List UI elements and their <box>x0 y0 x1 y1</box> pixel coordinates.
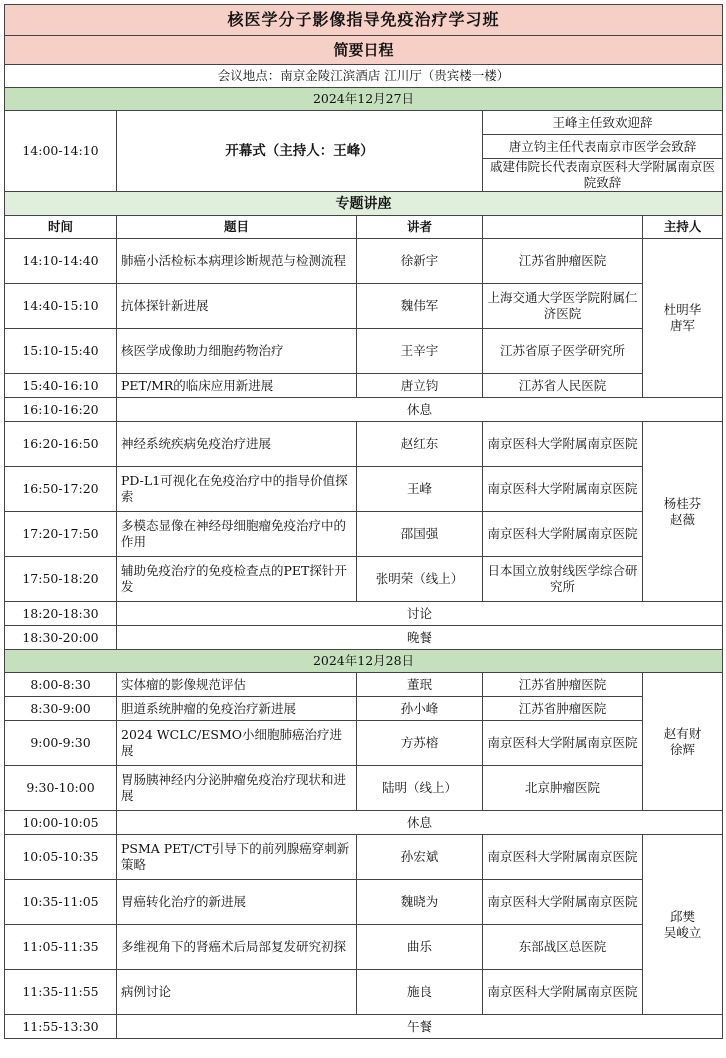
row-topic: 病例讨论 <box>117 970 357 1015</box>
table-row <box>5 673 723 697</box>
row-time: 10:05-10:35 <box>5 835 117 880</box>
table-row <box>5 422 723 467</box>
row-speaker: 施良 <box>357 970 483 1015</box>
table-header <box>5 216 723 239</box>
row-org: 江苏省原子医学研究所 <box>483 329 643 374</box>
break-row <box>5 811 723 835</box>
session-host: 赵有财 徐辉 <box>643 673 723 811</box>
lunch-row <box>5 1015 723 1039</box>
row-time: 9:00-9:30 <box>5 721 117 766</box>
table-row <box>5 467 723 512</box>
row-org: 南京医科大学附属南京医院 <box>483 721 643 766</box>
session-host: 邱樊 吴峻立 <box>643 835 723 1015</box>
row-speaker: 王峰 <box>357 467 483 512</box>
row-time: 14:10-14:40 <box>5 239 117 284</box>
row-org: 北京肿瘤医院 <box>483 766 643 811</box>
table-row <box>5 512 723 557</box>
lunch-label: 午餐 <box>117 1015 723 1039</box>
discussion-time: 18:20-18:30 <box>5 602 117 626</box>
break-label: 休息 <box>117 398 723 422</box>
row-speaker: 陆明（线上） <box>357 766 483 811</box>
row-topic: 核医学成像助力细胞药物治疗 <box>117 329 357 374</box>
row-org: 南京医科大学附属南京医院 <box>483 422 643 467</box>
row-time: 17:50-18:20 <box>5 557 117 602</box>
header-org <box>483 216 643 239</box>
page-title: 核医学分子影像指导免疫治疗学习班 <box>5 5 723 36</box>
row-topic: 多模态显像在神经母细胞瘤免疫治疗中的作用 <box>117 512 357 557</box>
row-org: 南京医科大学附属南京医院 <box>483 512 643 557</box>
break-row <box>5 398 723 422</box>
row-topic: 胃癌转化治疗的新进展 <box>117 880 357 925</box>
opening-speech: 唐立钧主任代表南京市医学会致辞 <box>483 135 723 159</box>
break-time: 16:10-16:20 <box>5 398 117 422</box>
opening-speech: 王峰主任致欢迎辞 <box>483 111 723 135</box>
day1-date: 2024年12月27日 <box>5 88 723 111</box>
dinner-label: 晚餐 <box>117 626 723 650</box>
row-speaker: 曲乐 <box>357 925 483 970</box>
table-row <box>5 374 723 398</box>
row-time: 8:00-8:30 <box>5 673 117 697</box>
session-host: 杜明华 唐军 <box>643 239 723 398</box>
row-topic: 2024 WCLC/ESMO小细胞肺癌治疗进展 <box>117 721 357 766</box>
row-speaker: 邵国强 <box>357 512 483 557</box>
table-row <box>5 284 723 329</box>
row-topic: PSMA PET/CT引导下的前列腺癌穿刺新策略 <box>117 835 357 880</box>
row-time: 14:40-15:10 <box>5 284 117 329</box>
day2-date: 2024年12月28日 <box>5 650 723 673</box>
row-time: 8:30-9:00 <box>5 697 117 721</box>
row-speaker: 王辛宇 <box>357 329 483 374</box>
table-row <box>5 557 723 602</box>
table-row <box>5 970 723 1015</box>
row-org: 南京医科大学附属南京医院 <box>483 835 643 880</box>
row-speaker: 方苏榕 <box>357 721 483 766</box>
table-row <box>5 721 723 766</box>
row-org: 日本国立放射线医学综合研究所 <box>483 557 643 602</box>
table-row <box>5 697 723 721</box>
row-topic: 辅助免疫治疗的免疫检查点的PET探针开发 <box>117 557 357 602</box>
row-topic: 肺癌小活检标本病理诊断规范与检测流程 <box>117 239 357 284</box>
row-time: 16:20-16:50 <box>5 422 117 467</box>
row-speaker: 魏伟军 <box>357 284 483 329</box>
table-row <box>5 835 723 880</box>
header-time: 时间 <box>5 216 117 239</box>
row-topic: 多维视角下的肾癌术后局部复发研究初探 <box>117 925 357 970</box>
page-subtitle: 简要日程 <box>5 36 723 65</box>
row-org: 江苏省肿瘤医院 <box>483 697 643 721</box>
row-speaker: 孙小峰 <box>357 697 483 721</box>
opening-time: 14:00-14:10 <box>5 111 117 192</box>
row-speaker: 徐新宇 <box>357 239 483 284</box>
header-topic: 题目 <box>117 216 357 239</box>
table-row <box>5 329 723 374</box>
discussion-label: 讨论 <box>117 602 723 626</box>
lunch-time: 11:55-13:30 <box>5 1015 117 1039</box>
row-org: 江苏省人民医院 <box>483 374 643 398</box>
discussion-row <box>5 602 723 626</box>
row-time: 16:50-17:20 <box>5 467 117 512</box>
row-org: 南京医科大学附属南京医院 <box>483 970 643 1015</box>
schedule-table <box>4 4 723 1039</box>
row-time: 11:05-11:35 <box>5 925 117 970</box>
table-row <box>5 239 723 284</box>
dinner-row <box>5 626 723 650</box>
header-speaker: 讲者 <box>357 216 483 239</box>
row-speaker: 赵红东 <box>357 422 483 467</box>
row-topic: 实体瘤的影像规范评估 <box>117 673 357 697</box>
row-org: 东部战区总医院 <box>483 925 643 970</box>
row-time: 15:10-15:40 <box>5 329 117 374</box>
row-speaker: 唐立钧 <box>357 374 483 398</box>
header-host: 主持人 <box>643 216 723 239</box>
row-time: 9:30-10:00 <box>5 766 117 811</box>
section-title: 专题讲座 <box>5 192 723 216</box>
row-topic: 胃肠胰神经内分泌肿瘤免疫治疗现状和进展 <box>117 766 357 811</box>
table-row <box>5 880 723 925</box>
row-org: 江苏省肿瘤医院 <box>483 673 643 697</box>
session-host: 杨桂芬 赵薇 <box>643 422 723 602</box>
break-time: 10:00-10:05 <box>5 811 117 835</box>
row-org: 江苏省肿瘤医院 <box>483 239 643 284</box>
row-topic: 胆道系统肿瘤的免疫治疗新进展 <box>117 697 357 721</box>
row-time: 17:20-17:50 <box>5 512 117 557</box>
row-topic: PD-L1可视化在免疫治疗中的指导价值探索 <box>117 467 357 512</box>
row-speaker: 魏晓为 <box>357 880 483 925</box>
row-topic: 神经系统疾病免疫治疗进展 <box>117 422 357 467</box>
row-org: 南京医科大学附属南京医院 <box>483 467 643 512</box>
table-row <box>5 766 723 811</box>
venue: 会议地点：南京金陵江滨酒店 江川厅（贵宾楼一楼） <box>5 65 723 88</box>
row-speaker: 董珉 <box>357 673 483 697</box>
table-row <box>5 925 723 970</box>
row-topic: 抗体探针新进展 <box>117 284 357 329</box>
row-time: 10:35-11:05 <box>5 880 117 925</box>
row-org: 上海交通大学医学院附属仁济医院 <box>483 284 643 329</box>
opening-title: 开幕式（主持人：王峰） <box>117 111 483 192</box>
break-label: 休息 <box>117 811 723 835</box>
row-time: 15:40-16:10 <box>5 374 117 398</box>
row-time: 11:35-11:55 <box>5 970 117 1015</box>
opening-speech: 戚建伟院长代表南京医科大学附属南京医院致辞 <box>483 159 723 192</box>
row-org: 南京医科大学附属南京医院 <box>483 880 643 925</box>
row-speaker: 孙宏斌 <box>357 835 483 880</box>
row-speaker: 张明荣（线上） <box>357 557 483 602</box>
row-topic: PET/MR的临床应用新进展 <box>117 374 357 398</box>
dinner-time: 18:30-20:00 <box>5 626 117 650</box>
